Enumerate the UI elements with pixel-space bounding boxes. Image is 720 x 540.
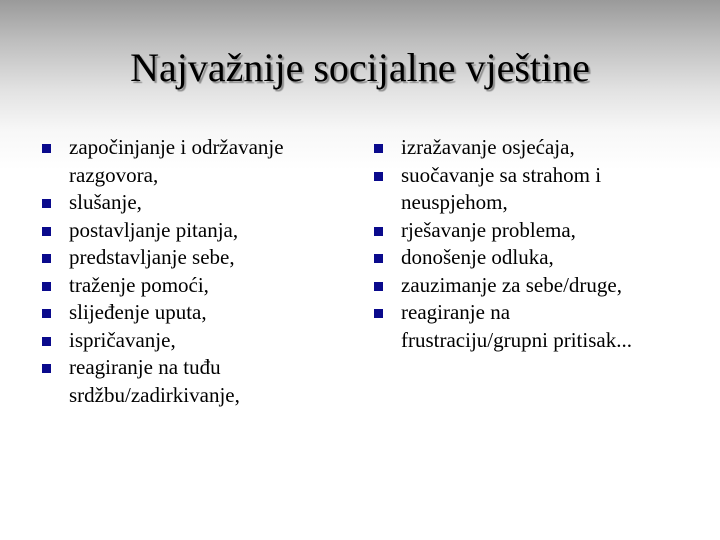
list-item (40, 354, 330, 409)
left-skills-list (40, 134, 330, 409)
right-skills-list (372, 134, 672, 354)
list-item-text: rješavanje problema, (401, 217, 576, 242)
square-bullet-icon (42, 254, 51, 263)
list-item-text: donošenje odluka, (401, 245, 554, 269)
list-item-text: izražavanje osjećaja, (401, 135, 575, 159)
list-item-text: zauzimanje za sebe/druge, (401, 272, 622, 297)
square-bullet-icon (42, 199, 51, 208)
square-bullet-icon (374, 309, 383, 318)
list-item (40, 244, 330, 272)
list-item (40, 272, 330, 300)
list-item-text: slušanje, (69, 190, 142, 214)
square-bullet-icon (374, 282, 383, 291)
list-item (40, 134, 330, 189)
square-bullet-icon (374, 254, 383, 263)
list-item-text: reagiranje na tuđu srdžbu/zadirkivanje, (69, 355, 240, 407)
list-item-text: započinjanje i održavanje razgovora, (69, 135, 284, 187)
square-bullet-icon (374, 144, 383, 153)
list-item (372, 162, 672, 217)
square-bullet-icon (42, 227, 51, 236)
list-item-text: slijeđenje uputa, (69, 300, 207, 324)
list-item (372, 272, 672, 300)
square-bullet-icon (42, 337, 51, 346)
square-bullet-icon (374, 227, 383, 236)
list-item-text: traženje pomoći, (69, 272, 209, 297)
list-item-text: ispričavanje, (69, 327, 176, 352)
list-item-text: postavljanje pitanja, (69, 217, 239, 242)
list-item (40, 327, 330, 355)
square-bullet-icon (42, 282, 51, 291)
list-item (372, 244, 672, 272)
square-bullet-icon (374, 172, 383, 181)
square-bullet-icon (42, 309, 51, 318)
slide-title: Najvažnije socijalne vještine (130, 45, 590, 90)
square-bullet-icon (42, 144, 51, 153)
list-item (40, 189, 330, 217)
list-item-text: reagiranje na frustraciju/grupni pritisak... (401, 300, 632, 352)
list-item (40, 299, 330, 327)
list-item (372, 134, 672, 162)
list-item (40, 217, 330, 245)
list-item-text: predstavljanje sebe, (69, 245, 235, 269)
list-item (372, 299, 672, 354)
list-item (372, 217, 672, 245)
square-bullet-icon (42, 364, 51, 373)
list-item-text: suočavanje sa strahom i neuspjehom, (401, 162, 602, 214)
